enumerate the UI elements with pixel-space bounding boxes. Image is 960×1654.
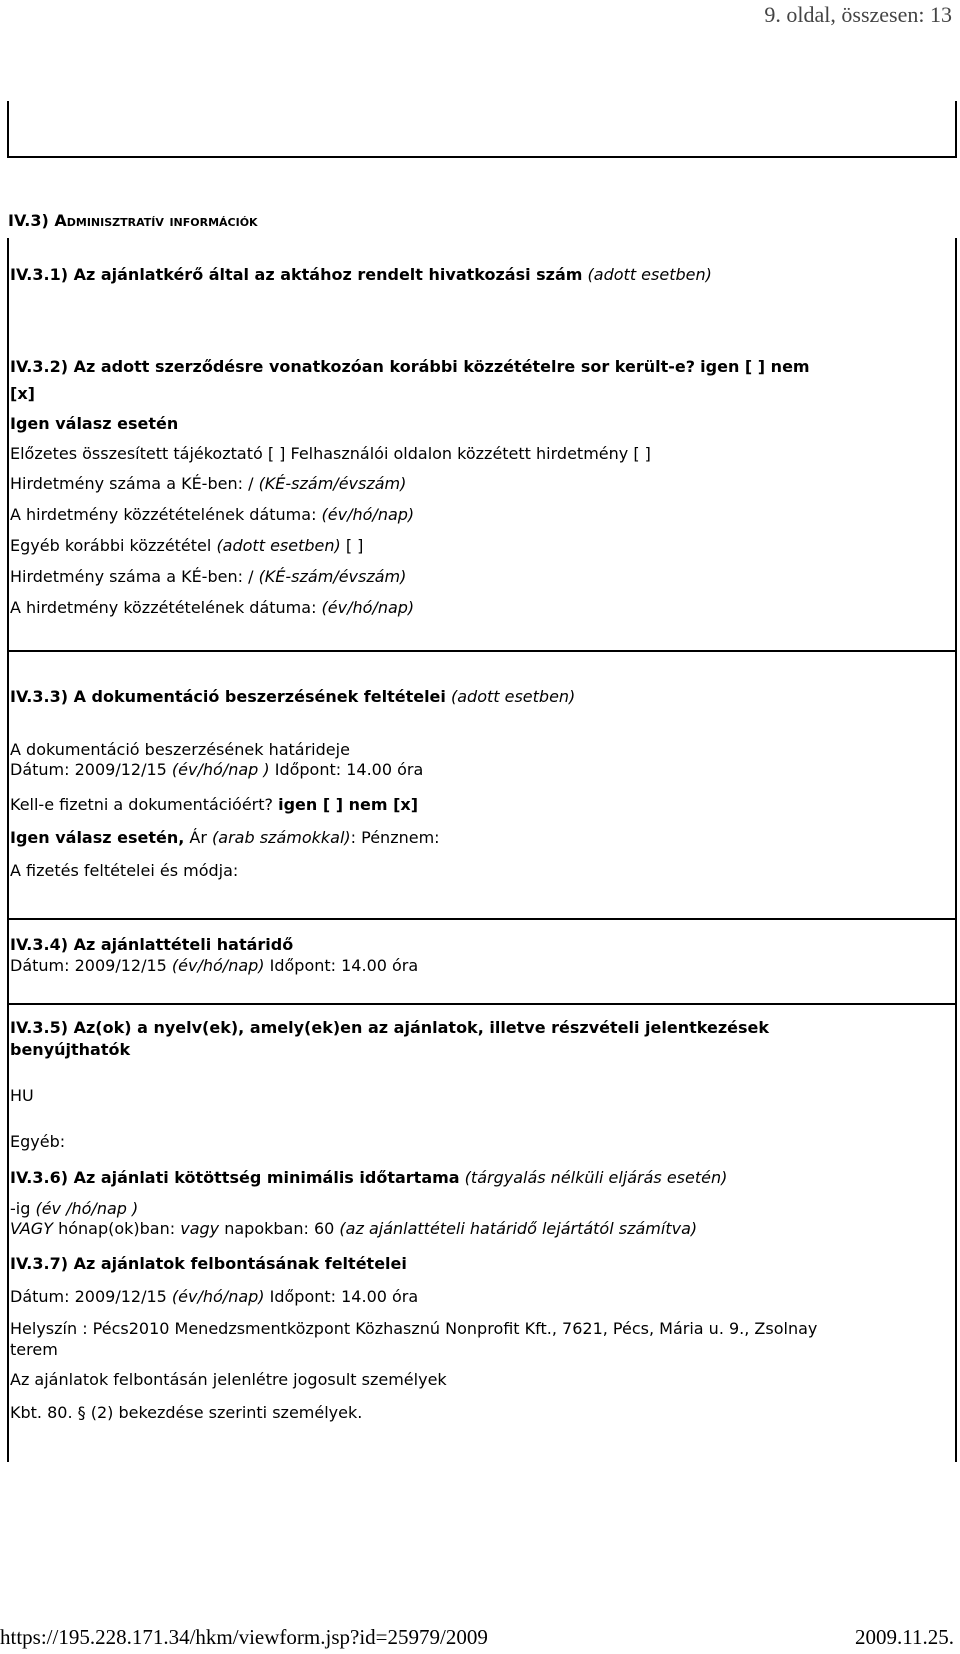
s3-time: Időpont: 14.00 óra <box>274 760 424 779</box>
s5-other: Egyéb: <box>10 1132 66 1151</box>
s3-pay-question: Kell-e fizetni a dokumentációért? <box>10 795 274 814</box>
s2-pub-date-label: A hirdetmény közzétételének dátuma: <box>10 505 317 524</box>
s3-deadline-label: A dokumentáció beszerzésének határideje <box>10 740 350 759</box>
s7-place-2: terem <box>10 1340 58 1359</box>
s6-until-fmt: (év /hó/nap ) <box>35 1199 139 1218</box>
s2-notice-num-fmt: (KÉ-szám/évszám) <box>258 474 407 493</box>
s2-notice-num-label-2: Hirdetmény száma a KÉ-ben: / <box>10 567 254 586</box>
s2-notice-num <box>10 474 406 493</box>
s4-date: Dátum: 2009/12/15 <box>10 956 167 975</box>
s3-date-line <box>10 760 423 779</box>
s5-label-1: IV.3.5) Az(ok) a nyelv(ek), amely(ek)en az ajánlatok, illetve részvételi jelentkezések <box>10 1018 769 1037</box>
s3-label: IV.3.3) A dokumentáció beszerzésének feltételei <box>10 687 446 706</box>
s6-line <box>10 1168 727 1187</box>
s2-pub-date-label-2: A hirdetmény közzétételének dátuma: <box>10 598 317 617</box>
s6-label: IV.3.6) Az ajánlati kötöttség minimális időtartama <box>10 1168 460 1187</box>
s2-notice-num-fmt-2: (KÉ-szám/évszám) <box>258 567 407 586</box>
s6-days: napokban: 60 <box>224 1219 335 1238</box>
s2-notice-num-2 <box>10 567 406 586</box>
s3-line <box>10 687 575 706</box>
s3-yes-case: Igen válasz esetén, <box>10 828 185 847</box>
divider-after-s2 <box>7 650 957 652</box>
s6-or-2: vagy <box>180 1219 220 1238</box>
divider-after-s3 <box>7 918 957 920</box>
section-heading: Adminisztratív információk <box>54 211 258 230</box>
s2-label: IV.3.2) Az adott szerződésre vonatkozóan korábbi közzétételre sor került-e? <box>10 357 696 376</box>
s2-pub-date-fmt: (év/hó/nap) <box>321 505 415 524</box>
s3-pay-line <box>10 795 418 814</box>
s4-date-fmt: (év/hó/nap) <box>171 956 265 975</box>
section-title <box>8 211 258 230</box>
s3-pay-answer: igen [ ] nem [x] <box>278 795 419 814</box>
s7-attendees: Kbt. 80. § (2) bekezdése szerinti személyek. <box>10 1403 363 1422</box>
s2-pub-date-2 <box>10 598 414 617</box>
section-number: IV.3) <box>8 211 49 230</box>
s7-time: Időpont: 14.00 óra <box>269 1287 419 1306</box>
s3-price-fmt: (arab számokkal) <box>212 828 351 847</box>
s3-date: Dátum: 2009/12/15 <box>10 760 167 779</box>
s2-other-box: [ ] <box>345 536 364 555</box>
s6-until-line <box>10 1199 138 1218</box>
s2-answer: igen [ ] nem <box>700 357 810 376</box>
s3-price-label: Ár <box>189 828 207 847</box>
s2-pub-date <box>10 505 414 524</box>
s7-place-1: Helyszín : Pécs2010 Menedzsmentközpont Közhasznú Nonprofit Kft., 7621, Pécs, Mária u. 9., Zsolnay <box>10 1319 818 1338</box>
s6-until: -ig <box>10 1199 31 1218</box>
page-info: 9. oldal, összesen: 13 <box>764 2 952 27</box>
s3-currency: : Pénznem: <box>350 828 440 847</box>
s2-other-label: Egyéb korábbi közzététel <box>10 536 212 555</box>
top-empty-box <box>7 101 957 158</box>
s3-note: (adott esetben) <box>450 687 576 706</box>
s6-days-note: (az ajánlattételi határidő lejártától számítva) <box>339 1219 698 1238</box>
s5-label-2: benyújthatók <box>10 1040 131 1059</box>
s7-date-line <box>10 1287 418 1306</box>
footer-url: https://195.228.171.34/hkm/viewform.jsp?id=25979/2009 <box>0 1625 488 1649</box>
s3-price-line <box>10 828 440 847</box>
s2-notice-num-label: Hirdetmény száma a KÉ-ben: / <box>10 474 254 493</box>
s7-date: Dátum: 2009/12/15 <box>10 1287 167 1306</box>
s1-note: (adott esetben) <box>587 265 712 284</box>
s2-other <box>10 536 363 555</box>
s1-label: IV.3.1) Az ajánlatkérő által az aktához rendelt hivatkozási szám <box>10 265 583 284</box>
s7-date-fmt: (év/hó/nap) <box>171 1287 265 1306</box>
s7-attendees-label: Az ajánlatok felbontásán jelenlétre jogosult személyek <box>10 1370 447 1389</box>
s6-months: hónap(ok)ban: <box>58 1219 176 1238</box>
s2-answer2: [x] <box>10 384 35 403</box>
s6-duration-line <box>10 1219 697 1238</box>
s3-date-fmt: (év/hó/nap ) <box>171 760 270 779</box>
s3-payment-terms: A fizetés feltételei és módja: <box>10 861 239 880</box>
footer-date: 2009.11.25. <box>855 1625 954 1649</box>
s6-note: (tárgyalás nélküli eljárás esetén) <box>464 1168 728 1187</box>
s2-other-note: (adott esetben) <box>216 536 341 555</box>
s6-or-1: VAGY <box>10 1219 53 1238</box>
s4-time: Időpont: 14.00 óra <box>269 956 419 975</box>
s2-prior-info: Előzetes összesített tájékoztató [ ] Felhasználói oldalon közzétett hirdetmény [ ] <box>10 444 651 463</box>
s4-label: IV.3.4) Az ajánlattételi határidő <box>10 935 294 954</box>
s4-date-line <box>10 956 418 975</box>
s2-yes-case: Igen válasz esetén <box>10 414 179 433</box>
divider-after-s4 <box>7 1003 957 1005</box>
s2-pub-date-fmt-2: (év/hó/nap) <box>321 598 415 617</box>
s5-lang: HU <box>10 1086 34 1105</box>
s7-label: IV.3.7) Az ajánlatok felbontásának feltételei <box>10 1254 407 1273</box>
s2-line <box>10 357 810 376</box>
